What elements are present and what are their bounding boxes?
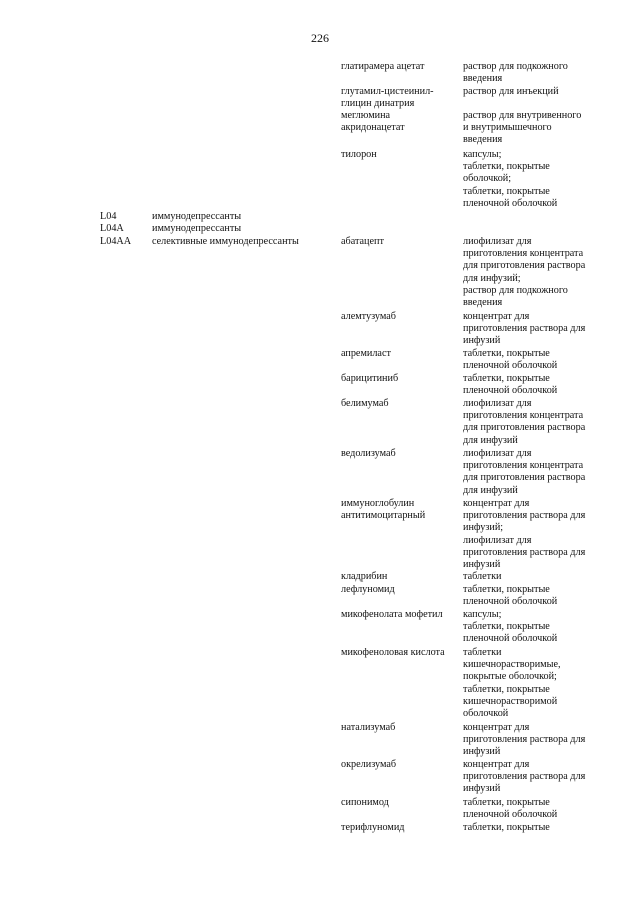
drug-name-line: ведолизумаб	[341, 448, 396, 459]
dosage-form-line: лиофилизат для	[463, 448, 532, 459]
drug-name-line: тилорон	[341, 149, 377, 160]
dosage-form-line: приготовления концентрата	[463, 248, 584, 260]
dosage-form-line: приготовления концентрата	[463, 460, 584, 472]
drug-name-line: иммуноглобулин	[341, 498, 415, 509]
drug-name-line: апремиласт	[341, 348, 391, 359]
dosage-form	[463, 609, 603, 646]
dosage-form-line: и внутримышечного	[463, 122, 552, 134]
dosage-form-line: пленочной оболочкой	[463, 596, 558, 608]
drug-name-line: микофенолата мофетил	[341, 609, 443, 620]
dosage-form-line: кишечнорастворимые,	[463, 659, 561, 671]
drug-name	[341, 797, 459, 809]
dosage-form-line: оболочкой;	[463, 173, 512, 185]
drug-name	[341, 398, 459, 410]
dosage-form-line: введения	[463, 134, 503, 146]
dosage-form	[463, 759, 603, 796]
dosage-form-line: таблетки, покрытые	[463, 621, 550, 633]
dosage-form-line: инфузий	[463, 335, 501, 347]
drug-name-line: глутамил-цистеинил-	[341, 86, 434, 97]
drug-name-line: белимумаб	[341, 398, 389, 409]
drug-name	[341, 571, 459, 583]
dosage-form-line: таблетки, покрытые	[463, 584, 550, 595]
dosage-form-line: для приготовления раствора	[463, 260, 586, 272]
dosage-form-line: лиофилизат для	[463, 398, 532, 409]
dosage-form	[463, 571, 603, 583]
dosage-form-line: приготовления раствора для	[463, 734, 586, 746]
dosage-form-line: таблетки	[463, 647, 502, 658]
dosage-form-line: приготовления раствора для	[463, 546, 586, 558]
drug-name	[341, 722, 459, 734]
dosage-form-line: таблетки, покрытые	[463, 348, 550, 359]
dosage-form-line: пленочной оболочкой	[463, 633, 558, 645]
dosage-form-line: лиофилизат для	[463, 236, 532, 247]
group-name: иммунодепрессанты	[152, 223, 242, 234]
dosage-form-line: для инфузий	[463, 434, 518, 446]
dosage-form-line: капсулы;	[463, 149, 502, 160]
drug-name	[341, 448, 459, 460]
dosage-form	[463, 311, 603, 348]
drug-name	[341, 647, 459, 659]
dosage-form	[463, 498, 603, 571]
drug-name-line: микофеноловая кислота	[341, 647, 445, 658]
dosage-form-line: введения	[463, 297, 503, 309]
dosage-form-line: для приготовления раствора	[463, 422, 586, 434]
dosage-form-line: таблетки, покрытые	[463, 822, 550, 833]
drug-name-line: глицин динатрия	[341, 98, 415, 110]
dosage-form	[463, 110, 603, 147]
dosage-form-line: приготовления раствора для	[463, 323, 586, 335]
dosage-form-line: раствор для подкожного	[463, 284, 568, 296]
dosage-form-line: приготовления раствора для	[463, 510, 586, 522]
dosage-form-line: для приготовления раствора	[463, 472, 586, 484]
drug-name	[341, 609, 459, 621]
dosage-form-line: оболочкой	[463, 708, 509, 720]
dosage-form-line: кишечнорастворимой	[463, 695, 558, 707]
dosage-form	[463, 149, 603, 210]
dosage-form-line: таблетки, покрытые	[463, 797, 550, 808]
drug-name-line: алемтузумаб	[341, 311, 396, 322]
dosage-form-line: инфузий	[463, 783, 501, 795]
drug-name	[341, 311, 459, 323]
dosage-form-line: введения	[463, 73, 503, 85]
dosage-form-line: раствор для подкожного	[463, 61, 568, 72]
drug-name-line: лефлуномид	[341, 584, 395, 595]
dosage-form	[463, 822, 603, 834]
drug-name-line: меглюмина	[341, 110, 391, 121]
drug-name	[341, 149, 459, 161]
drug-name	[341, 373, 459, 385]
dosage-form-line: раствор для инъекций	[463, 86, 559, 97]
dosage-form-line: таблетки, покрытые	[463, 373, 550, 384]
dosage-form-line: таблетки, покрытые	[463, 185, 550, 197]
drug-name	[341, 822, 459, 834]
drug-name	[341, 348, 459, 360]
drug-name	[341, 61, 459, 73]
dosage-form-line: для инфузий	[463, 484, 518, 496]
drug-name	[341, 236, 459, 248]
dosage-form	[463, 584, 603, 608]
atc-code: L04A	[100, 223, 124, 234]
drug-name	[341, 110, 459, 134]
dosage-form	[463, 797, 603, 821]
drug-name-line: окрелизумаб	[341, 759, 397, 770]
dosage-form-line: капсулы;	[463, 609, 502, 620]
dosage-form-line: приготовления раствора для	[463, 771, 586, 783]
group-name: селективные иммунодепрессанты	[152, 236, 299, 247]
drug-name	[341, 759, 459, 771]
dosage-form	[463, 61, 603, 85]
dosage-form-line: для инфузий;	[463, 272, 521, 284]
atc-code: L04AA	[100, 236, 132, 247]
dosage-form-line: пленочной оболочкой	[463, 360, 558, 372]
drug-name-line: сипонимод	[341, 797, 389, 808]
dosage-form	[463, 722, 603, 759]
dosage-form	[463, 348, 603, 372]
dosage-form-line: пленочной оболочкой	[463, 809, 558, 821]
dosage-form-line: концентрат для	[463, 498, 530, 509]
dosage-form-line: таблетки, покрытые	[463, 161, 550, 173]
drug-name-line: терифлуномид	[341, 822, 405, 833]
dosage-form-line: таблетки, покрытые	[463, 683, 550, 695]
dosage-form-line: концентрат для	[463, 722, 530, 733]
dosage-form-line: концентрат для	[463, 311, 530, 322]
group-name: иммунодепрессанты	[152, 211, 242, 222]
drug-name	[341, 86, 459, 110]
dosage-form-line: приготовления концентрата	[463, 410, 584, 422]
drug-name-line: акридонацетат	[341, 122, 405, 134]
dosage-form-line: пленочной оболочкой	[463, 197, 558, 209]
dosage-form-line: покрытые оболочкой;	[463, 671, 557, 683]
dosage-form-line: инфузий	[463, 559, 501, 571]
dosage-form	[463, 398, 603, 447]
dosage-form	[463, 647, 603, 720]
dosage-form-line: таблетки	[463, 571, 502, 582]
drug-name-line: глатирамера ацетат	[341, 61, 425, 72]
dosage-form-line: инфузий	[463, 746, 501, 758]
dosage-form	[463, 86, 603, 98]
dosage-form	[463, 448, 603, 497]
dosage-form-line: концентрат для	[463, 759, 530, 770]
dosage-form-line: лиофилизат для	[463, 534, 532, 546]
drug-name-line: натализумаб	[341, 722, 396, 733]
drug-name	[341, 584, 459, 596]
drug-name-line: барицитиниб	[341, 373, 399, 384]
dosage-form-line: пленочной оболочкой	[463, 385, 558, 397]
drug-name	[341, 498, 459, 522]
drug-name-line: кладрибин	[341, 571, 388, 582]
dosage-form	[463, 236, 603, 309]
atc-code: L04	[100, 211, 117, 222]
dosage-form	[463, 373, 603, 397]
drug-name-line: антитимоцитарный	[341, 510, 426, 522]
dosage-form-line: раствор для внутривенного	[463, 110, 582, 121]
page-number: 226	[311, 31, 329, 45]
dosage-form-line: инфузий;	[463, 522, 504, 534]
drug-name-line: абатацепт	[341, 236, 384, 247]
